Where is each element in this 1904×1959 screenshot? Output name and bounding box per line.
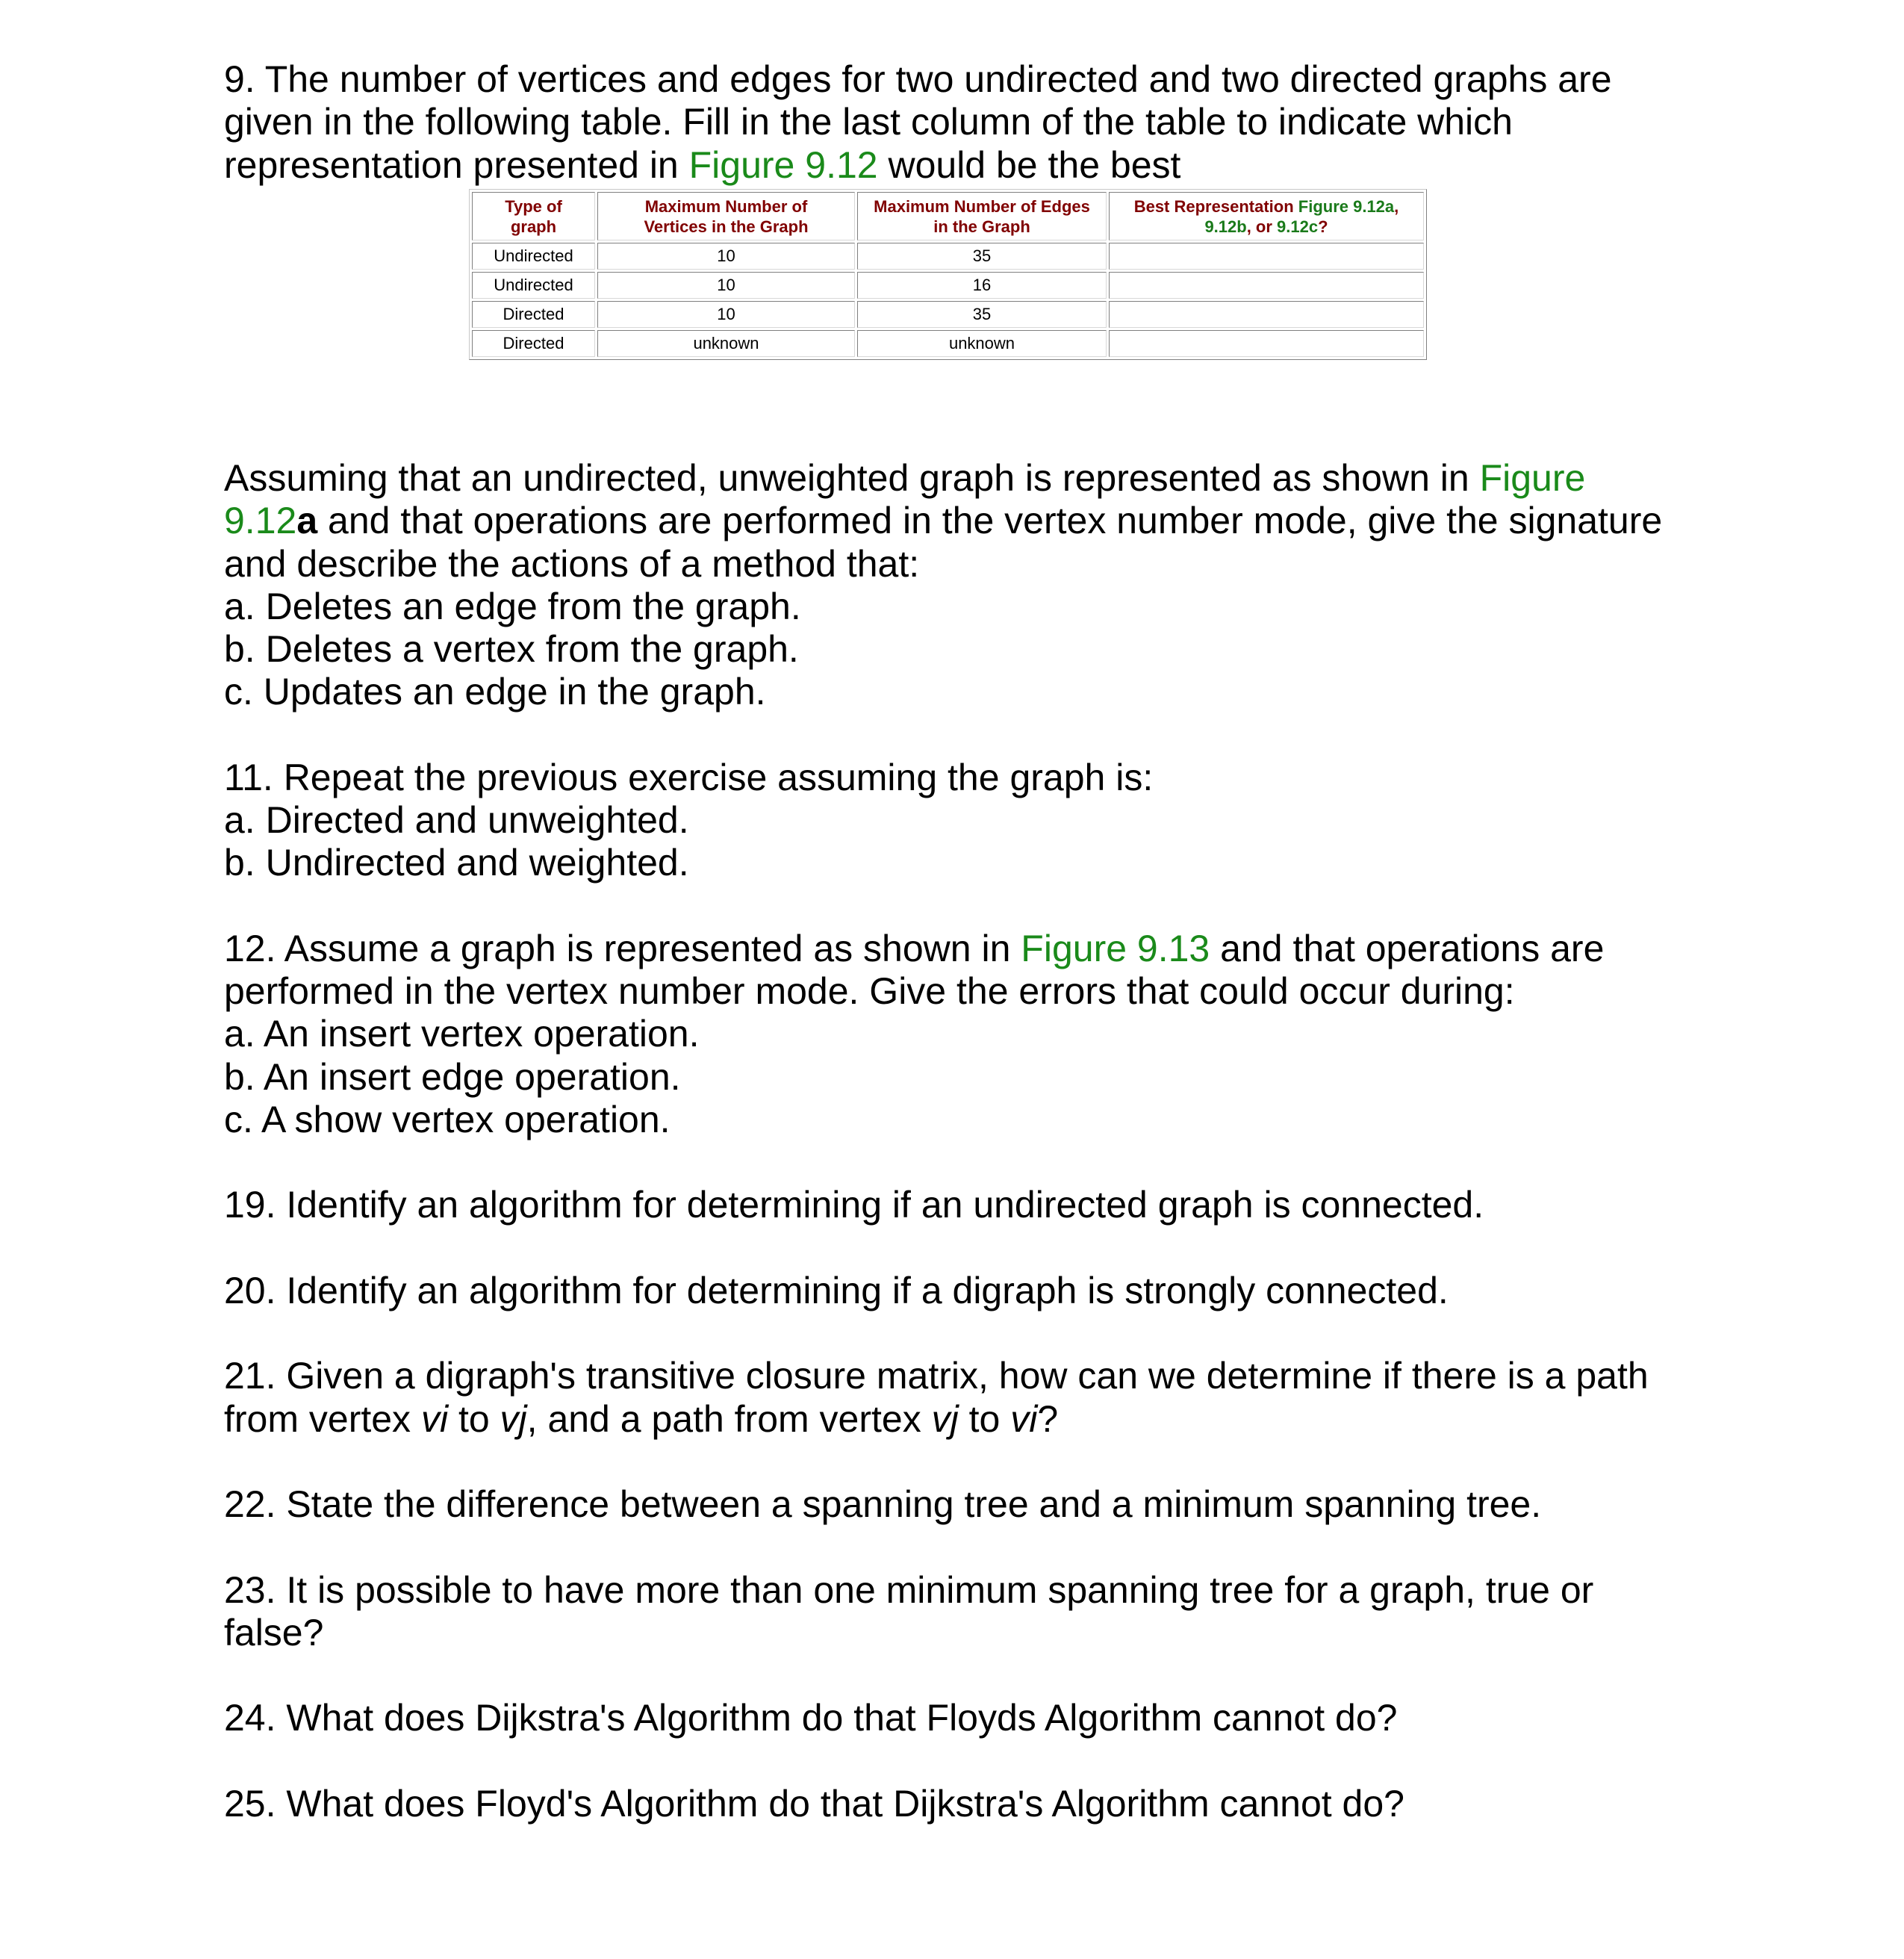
q9-line-1: 9. The number of vertices and edges for two undirected and two directed graphs are [224, 58, 1612, 100]
spacer [224, 1227, 1717, 1270]
q23-line-1: 23. It is possible to have more than one minimum spanning tree for a graph, true or [224, 1568, 1594, 1611]
q12-item-c: c. A show vertex operation. [224, 1098, 671, 1140]
spacer [224, 714, 1717, 757]
spacer [224, 1740, 1717, 1783]
figure-9-12a-link[interactable]: Figure [1479, 457, 1586, 499]
table-header-row [472, 192, 1424, 240]
q9-text: would be the best [877, 143, 1181, 186]
cell-best-representation[interactable] [1109, 330, 1424, 357]
header-max-vertices: Maximum Number of Vertices in the Graph [597, 192, 855, 240]
cell-type: Undirected [472, 243, 595, 270]
q20: 20. Identify an algorithm for determining if a digraph is strongly connected. [224, 1269, 1449, 1311]
cell-best-representation[interactable] [1109, 243, 1424, 270]
q10-text: Assuming that an undirected, unweighted graph is represented as shown in [224, 457, 1480, 499]
figure-9-12-link[interactable]: Figure 9.12 [688, 143, 878, 186]
spacer [224, 1526, 1717, 1568]
cell-vertices: 10 [597, 243, 855, 270]
q10-line-1 [224, 457, 1717, 500]
q10-line-2 [224, 500, 1717, 542]
cell-vertices: unknown [597, 330, 855, 357]
cell-edges: unknown [857, 330, 1107, 357]
table-row [472, 272, 1424, 299]
graph-representation-table [469, 189, 1427, 360]
table-row [472, 243, 1424, 270]
figure-9-12b-link[interactable]: 9.12b [1204, 217, 1247, 236]
q9-line-2: given in the following table. Fill in the last column of the table to indicate which [224, 101, 1513, 143]
spacer [224, 1312, 1717, 1355]
vi-var: vi [420, 1397, 449, 1440]
q12-line-1 [224, 928, 1717, 970]
q9-text: representation presented in [224, 143, 689, 186]
q22: 22. State the difference between a spanning tree and a minimum spanning tree. [224, 1483, 1542, 1525]
questions-list [224, 457, 1717, 1825]
cell-type: Directed [472, 330, 595, 357]
spacer [224, 1654, 1717, 1697]
q12-item-a: a. An insert vertex operation. [224, 1013, 700, 1055]
q12-item-b: b. An insert edge operation. [224, 1055, 681, 1098]
cell-vertices: 10 [597, 272, 855, 299]
q11-item-a: a. Directed and unweighted. [224, 799, 689, 841]
cell-edges: 16 [857, 272, 1107, 299]
spacer [224, 1141, 1717, 1184]
table-row [472, 330, 1424, 357]
q19: 19. Identify an algorithm for determining if an undirected graph is connected. [224, 1184, 1484, 1226]
cell-vertices: 10 [597, 301, 855, 328]
q10-text: and that operations are performed in the vertex number mode, give the signature [317, 500, 1663, 542]
q10-item-b: b. Deletes a vertex from the graph. [224, 628, 799, 670]
q12-text: 12. Assume a graph is represented as shown in [224, 927, 1021, 969]
q10-item-c: c. Updates an edge in the graph. [224, 671, 766, 713]
q21-line-1: 21. Given a digraph's transitive closure matrix, how can we determine if there is a path [224, 1355, 1649, 1397]
q9-line-3 [224, 144, 1717, 187]
q12-text: and that operations are [1210, 927, 1605, 969]
cell-best-representation[interactable] [1109, 272, 1424, 299]
spacer [224, 1441, 1717, 1483]
question-9 [224, 58, 1717, 187]
figure-9-12a-link[interactable]: Figure 9.12a [1298, 196, 1395, 216]
q12-line-2: performed in the vertex number mode. Give the errors that could occur during: [224, 970, 1515, 1012]
vi-var: vi [1010, 1397, 1038, 1440]
cell-type: Directed [472, 301, 595, 328]
q24: 24. What does Dijkstra's Algorithm do that Floyds Algorithm cannot do? [224, 1697, 1398, 1739]
q10-line-3: and describe the actions of a method that: [224, 542, 920, 585]
q10-item-a: a. Deletes an edge from the graph. [224, 585, 801, 627]
header-best-representation: Best Representation Figure 9.12a, 9.12b, or 9.12c? [1109, 192, 1424, 240]
cell-best-representation[interactable] [1109, 301, 1424, 328]
cell-type: Undirected [472, 272, 595, 299]
table-row [472, 301, 1424, 328]
q11-line-1: 11. Repeat the previous exercise assuming the graph is: [224, 756, 1154, 798]
spacer [224, 885, 1717, 928]
figure-9-13-link[interactable]: Figure 9.13 [1021, 927, 1210, 969]
figure-9-12a-link-cont[interactable]: 9.12 [224, 500, 297, 542]
q10-bold-a: a [296, 500, 318, 542]
header-max-edges: Maximum Number of Edges in the Graph [857, 192, 1107, 240]
q21-line-2: from vertex vi to vj, and a path from vertex vj to vi? [224, 1397, 1059, 1440]
figure-9-12c-link[interactable]: 9.12c [1277, 217, 1319, 236]
cell-edges: 35 [857, 243, 1107, 270]
q11-item-b: b. Undirected and weighted. [224, 842, 689, 884]
vj-var: vj [931, 1397, 959, 1440]
header-type-of-graph: Type of graph [472, 192, 595, 240]
q25: 25. What does Floyd's Algorithm do that Dijkstra's Algorithm cannot do? [224, 1782, 1404, 1825]
q23-line-2: false? [224, 1611, 324, 1654]
cell-edges: 35 [857, 301, 1107, 328]
vj-var: vj [500, 1397, 527, 1440]
